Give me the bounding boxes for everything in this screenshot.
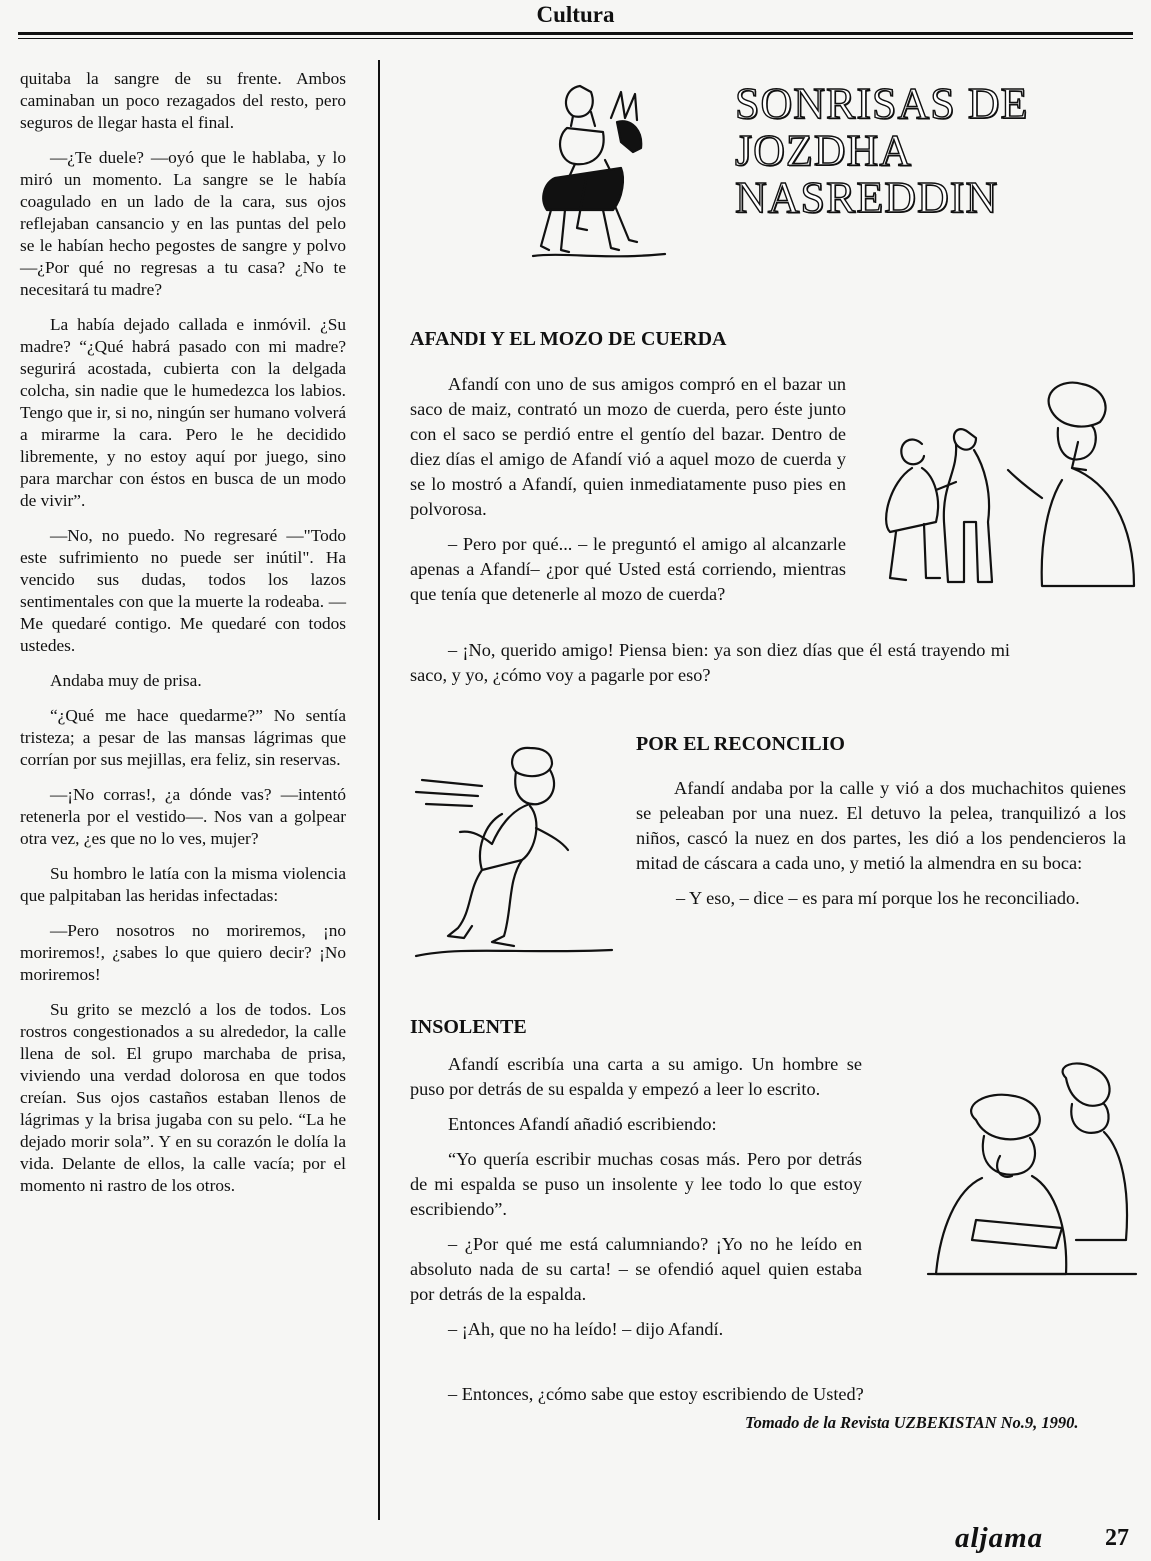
reading-over-shoulder-illustration [916, 1060, 1148, 1284]
nut-dispute-illustration [872, 372, 1144, 592]
paragraph: Su grito se mezcló a los de todos. Los rostros congestionados a su alrededor, la calle llena de sol. El grupo marchaba de prisa, viviendo una verdad dolorosa en que todos creían. Sus ojos castaños estaban llenos de lágrimas y la brisa jugaba con su pelo. “La he dejado morir sola”. Y en su corazón le dolía la vida. Delante de ellos, la calle vacía; por el momento ni rastro de los otros. [20, 1000, 346, 1195]
section-title: Cultura [536, 2, 615, 27]
title-line: JOZDHA [735, 126, 913, 175]
story-body [636, 776, 1126, 921]
paragraph: – ¿Por qué me está calumniando? ¡Yo no he leído en absoluto nada de su carta! – se ofendió aquel quien estaba por detrás de la espalda. [410, 1234, 862, 1304]
page-number: 27 [1105, 1525, 1129, 1551]
story-body [410, 372, 846, 617]
paragraph: Su hombro le latía con la misma violencia que palpitaban las heridas infectadas: [20, 864, 346, 905]
source-credit: Tomado de la Revista UZBEKISTAN No.9, 1990. [745, 1413, 1079, 1432]
title-line: SONRISAS DE [735, 79, 1029, 128]
column-divider [378, 60, 380, 1520]
paragraph: Andaba muy de prisa. [50, 671, 202, 690]
paragraph: —¡No corras!, ¿a dónde vas? —intentó retenerla por el vestido—. Nos van a golpear otra vez, ¿es que no lo ves, mujer? [20, 785, 346, 848]
story-heading: AFANDI Y EL MOZO DE CUERDA [410, 328, 727, 350]
paragraph: —No, no puedo. No regresaré —"Todo este sufrimiento no puede ser inútil". Ha vencido sus dudas, todos los lazos sentimentales con que la muerte la rodeaba. —Me quedaré contigo. Me quedaré con todos ustedes. [20, 526, 346, 655]
story-heading: POR EL RECONCILIO [636, 733, 845, 755]
magazine-logo: aljama [955, 1522, 1044, 1554]
story-body [410, 1052, 862, 1352]
left-column [20, 68, 346, 1210]
paragraph: —¿Te duele? —oyó que le hablaba, y lo miró un momento. La sangre se le había coagulado en un lado de la cara, sus ojos reflejaban cansancio y en las puntas del pelo se le habían hecho pegostes de sangre y polvo —¿Por qué no regresas a tu casa? ¿No te necesitará tu madre? [20, 148, 346, 299]
story-heading: INSOLENTE [410, 1016, 527, 1038]
story-body-wide [410, 1382, 1010, 1417]
paragraph: Entonces Afandí añadió escribiendo: [448, 1114, 717, 1134]
paragraph: quitaba la sangre de su frente. Ambos caminaban un poco rezagados del resto, pero seguros de llegar hasta el final. [20, 69, 346, 132]
paragraph: “¿Qué me hace quedarme?” No sentía tristeza; a pesar de las mansas lágrimas que corrían por sus mejillas, era feliz, sin reservas. [20, 706, 346, 769]
donkey-rider-icon [525, 78, 675, 268]
paragraph: – Y eso, – dice – es para mí porque los he reconciliado. [676, 888, 1080, 908]
paragraph: – ¡Ah, que no ha leído! – dijo Afandí. [448, 1319, 724, 1339]
paragraph: “Yo quería escribir muchas cosas más. Pero por detrás de mi espalda se puso un insolente y lee todo lo que estoy escribiendo”. [410, 1149, 862, 1219]
paragraph: Afandí escribía una carta a su amigo. Un hombre se puso por detrás de su espalda y empezó a leer lo escrito. [410, 1054, 862, 1099]
paragraph: La había dejado callada e inmóvil. ¿Su madre? “¿Qué habrá pasado con mi madre? segurirá acostada, cubierta con la delgada colcha, sin nadie que le humedezca los labios. Tengo que ir, si no, ningún ser humano volverá a mirarme la cara. Pero le he decidido libremente, y no estoy aquí por juego, sino para marchar con éstos en busca de un modo de vivir”. [20, 315, 346, 510]
paragraph: —Pero nosotros no moriremos, ¡no moriremos!, ¿sabes lo que quiero decir? ¡No moriremos! [20, 921, 346, 984]
running-man-illustration [412, 740, 622, 972]
story-body-wide [410, 638, 1010, 698]
paragraph: – ¡No, querido amigo! Piensa bien: ya son diez días que él está trayendo mi saco, y yo, ¿cómo voy a pagarle por eso? [410, 640, 1010, 685]
paragraph: Afandí andaba por la calle y vió a dos muchachitos quienes se peleaban por una nuez. El detuvo la pelea, tranquilizó a los niños, cascó la nuez en dos partes, les dió a los pendencieros la mitad de cáscara a cada uno, y metió la almendra en su boca: [636, 778, 1126, 873]
title-line: NASREDDIN [735, 173, 999, 222]
header-rule-thin [18, 38, 1133, 39]
paragraph: – Pero por qué... – le preguntó el amigo al alcanzarle apenas a Afandí– ¿por qué Usted está corriendo, mientras que tenía que detenerle al mozo de cuerda? [410, 534, 846, 604]
paragraph: – Entonces, ¿cómo sabe que estoy escribiendo de Usted? [448, 1384, 864, 1404]
feature-title [735, 80, 1028, 221]
paragraph: Afandí con uno de sus amigos compró en el bazar un saco de maiz, contrató un mozo de cuerda, pero éste junto con el saco se perdió entre el gentío del bazar. Dentro de diez días el amigo de Afandí vió a aquel mozo de cuerda y se lo mostró a Afandí, quien inmediatamente puso pies en polvorosa. [410, 374, 846, 519]
header-rule [18, 32, 1133, 35]
